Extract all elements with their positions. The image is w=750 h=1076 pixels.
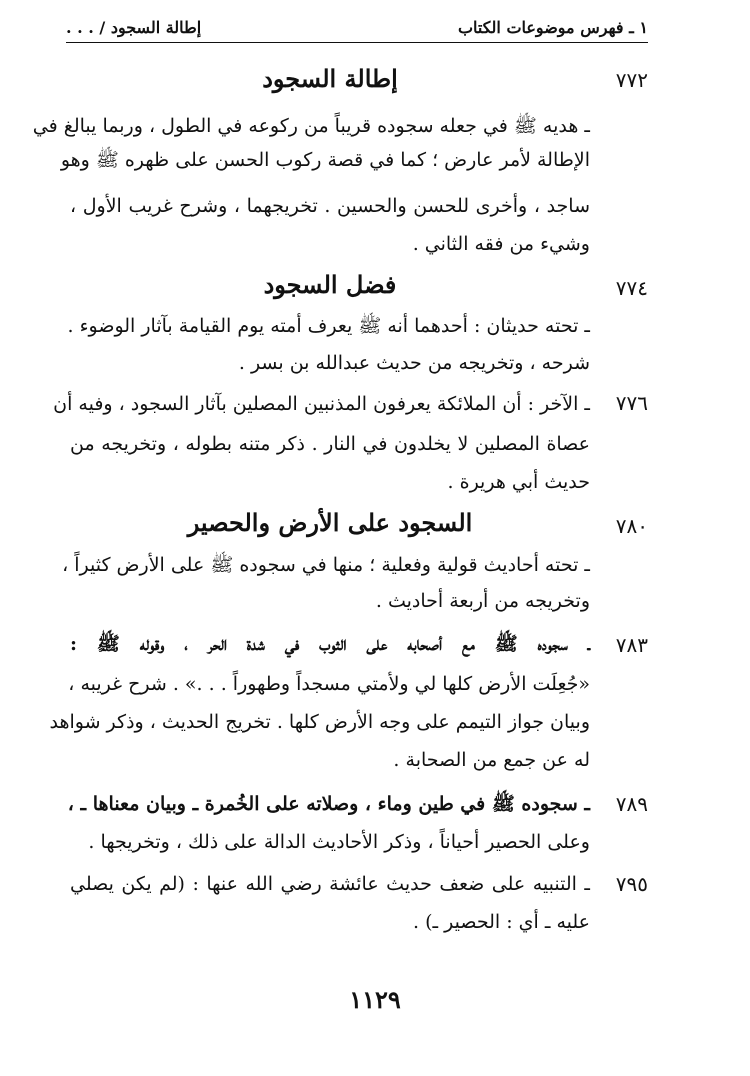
running-header-book-title: ١ ـ فهرس موضوعات الكتاب [457,18,648,37]
entry-page-number: ٧٧٤ [615,276,648,300]
entry-line: عليه ـ أي : الحصير ـ) . [413,911,590,933]
entry-page-number: ٧٨٣ [615,633,648,657]
entry-page-number: ٧٧٢ [615,68,648,92]
header-rule [66,42,648,43]
entry-line: ـ سجوده ﷺ مع أصحابه على الثوب في شدة الحر ، وقوله ﷺ : [70,633,590,655]
entry-line: وبيان جواز التيمم على وجه الأرض كلها . تخريج الحديث ، وذكر شواهد [49,711,590,733]
running-header-section: إطالة السجود / . . . [66,18,202,37]
section-title: فضل السجود [263,270,397,299]
entry-line: ـ الآخر : أن الملائكة يعرفون المذنبين المصلين بآثار السجود ، وفيه أن [53,393,590,415]
entry-line: ـ التنبيه على ضعف حديث عائشة رضي الله عنها : (لم يكن يصلي [70,873,590,895]
entry-page-number: ٧٨٩ [615,792,648,816]
entry-line: ـ تحته أحاديث قولية وفعلية ؛ منها في سجوده ﷺ على الأرض كثيراً ، [62,554,590,576]
entry-line: ساجد ، وأخرى للحسن والحسين . تخريجهما ، وشرح غريب الأول ، [70,195,590,217]
entry-line: شرحه ، وتخريجه من حديث عبدالله بن بسر . [238,352,590,374]
section-title: إطالة السجود [262,64,398,93]
entry-line: حديث أبي هريرة . [447,471,590,493]
entry-page-number: ٧٨٠ [615,514,648,538]
entry-page-number: ٧٩٥ [615,872,648,896]
entry-line: ـ سجوده ﷺ في طين وماء ، وصلاته على الخُمرة ـ وبيان معناها ـ ، [67,793,590,815]
entry-line: الإطالة لأمر عارض ؛ كما في قصة ركوب الحسن على ظهره ﷺ وهو [60,149,590,171]
entry-line: ـ تحته حديثان : أحدهما أنه ﷺ يعرف أمته يوم القيامة بآثار الوضوء . [67,315,590,337]
section-title: السجود على الأرض والحصير [187,508,473,537]
entry-line: عصاة المصلين لا يخلدون في النار . ذكر متنه بطوله ، وتخريجه من [70,433,590,455]
entry-page-number: ٧٧٦ [615,391,648,415]
entry-line: وتخريجه من أربعة أحاديث . [375,590,590,612]
entry-line: له عن جمع من الصحابة . [393,749,590,771]
entry-line: «جُعِلَت الأرض كلها لي ولأمتي مسجداً وطهوراً . . .» . شرح غريبه ، [68,673,590,695]
page-folio-number: ١١٢٩ [349,985,401,1014]
entry-line: ـ هديه ﷺ في جعله سجوده قريباً من ركوعه في الطول ، وربما يبالغ في [32,115,590,137]
entry-line: وشيء من فقه الثاني . [412,233,590,255]
entry-line: وعلى الحصير أحياناً ، وذكر الأحاديث الدالة على ذلك ، وتخريجها . [88,831,590,853]
